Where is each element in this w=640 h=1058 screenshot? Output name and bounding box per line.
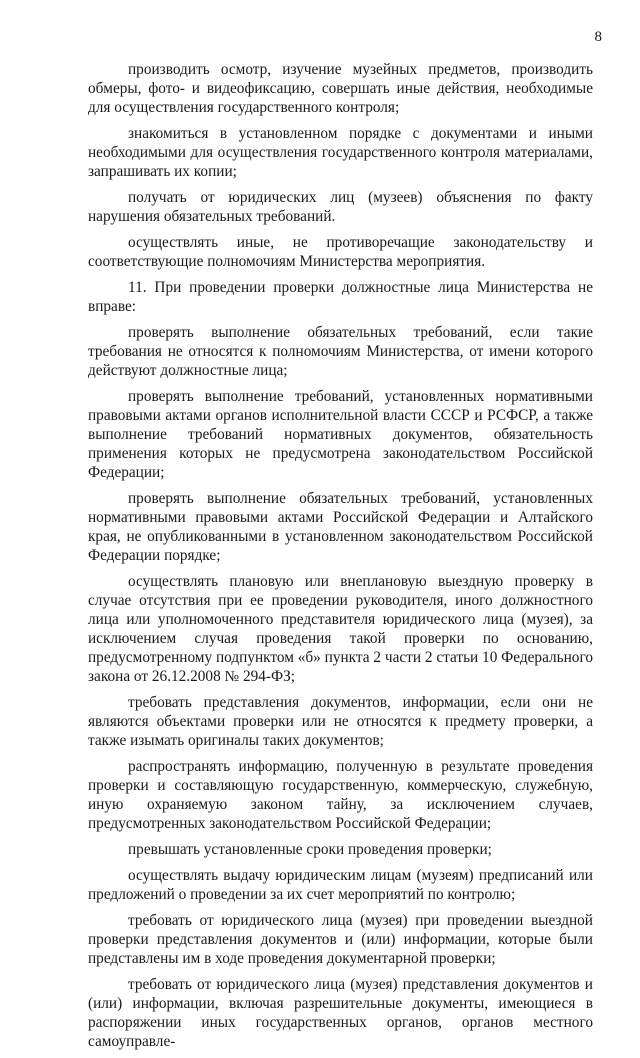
paragraph: проверять выполнение обязательных требований, установленных нормативными правовыми актами Российской Федерации и Алтайского края, не опубликованными в установленном законодательством Российской Федерации порядке; xyxy=(88,490,593,564)
paragraph: получать от юридических лиц (музеев) объяснения по факту нарушения обязательных требований. xyxy=(88,189,593,225)
paragraph: знакомиться в установленном порядке с документами и иными необходимыми для осуществления государственного контроля материалами, запрашивать их копии; xyxy=(88,125,593,180)
paragraph: производить осмотр, изучение музейных предметов, производить обмеры, фото- и видеофиксацию, совершать иные действия, необходимые для осуществления государственного контроля; xyxy=(88,61,593,116)
paragraph: осуществлять плановую или внеплановую выездную проверку в случае отсутствия при ее проведении руководителя, иного должностного лица или уполномоченного представителя юридического лица (музея), за исключением случая проведения такой проверки по основанию, предусмотренному подпунктом «б» пункта 2 части 2 статьи 10 Федерального закона от 26.12.2008 № 294-ФЗ; xyxy=(88,573,593,685)
paragraph: превышать установленные сроки проведения проверки; xyxy=(128,841,492,858)
paragraph: осуществлять выдачу юридическим лицам (музеям) предписаний или предложений о проведении за их счет мероприятий по контролю; xyxy=(88,867,593,903)
paragraph: требовать от юридического лица (музея) при проведении выездной проверки представления документов и (или) информации, которые были представлены им в ходе проведения документарной проверки; xyxy=(88,912,593,967)
paragraph-clause-11: 11. При проведении проверки должностные лица Министерства не вправе: xyxy=(88,279,593,315)
paragraph: осуществлять иные, не противоречащие законодательству и соответствующие полномочиям Министерства мероприятия. xyxy=(88,234,593,270)
paragraph: требовать представления документов, информации, если они не являются объектами проверки или не относятся к предмету проверки, а также изымать оригиналы таких документов; xyxy=(88,694,593,749)
paragraph: проверять выполнение обязательных требований, если такие требования не относятся к полномочиям Министерства, от имени которого действуют должностные лица; xyxy=(88,324,593,379)
page-number: 8 xyxy=(594,29,602,45)
paragraph: распространять информацию, полученную в результате проведения проверки и составляющую государственную, коммерческую, служебную, иную охраняемую законом тайну, за исключением случаев, предусмотренных законодательством Российской Федерации; xyxy=(88,758,593,832)
paragraph: проверять выполнение требований, установленных нормативными правовыми актами органов исполнительной власти СССР и РСФСР, а также выполнение требований нормативных документов, обязательность применения которых не предусмотрена законодательством Российской Федерации; xyxy=(88,388,593,481)
paragraph: требовать от юридического лица (музея) представления документов и (или) информации, включая разрешительные документы, имеющиеся в распоряжении иных государственных органов, органов местного самоуправле- xyxy=(88,976,593,1050)
document-body xyxy=(88,60,593,1058)
